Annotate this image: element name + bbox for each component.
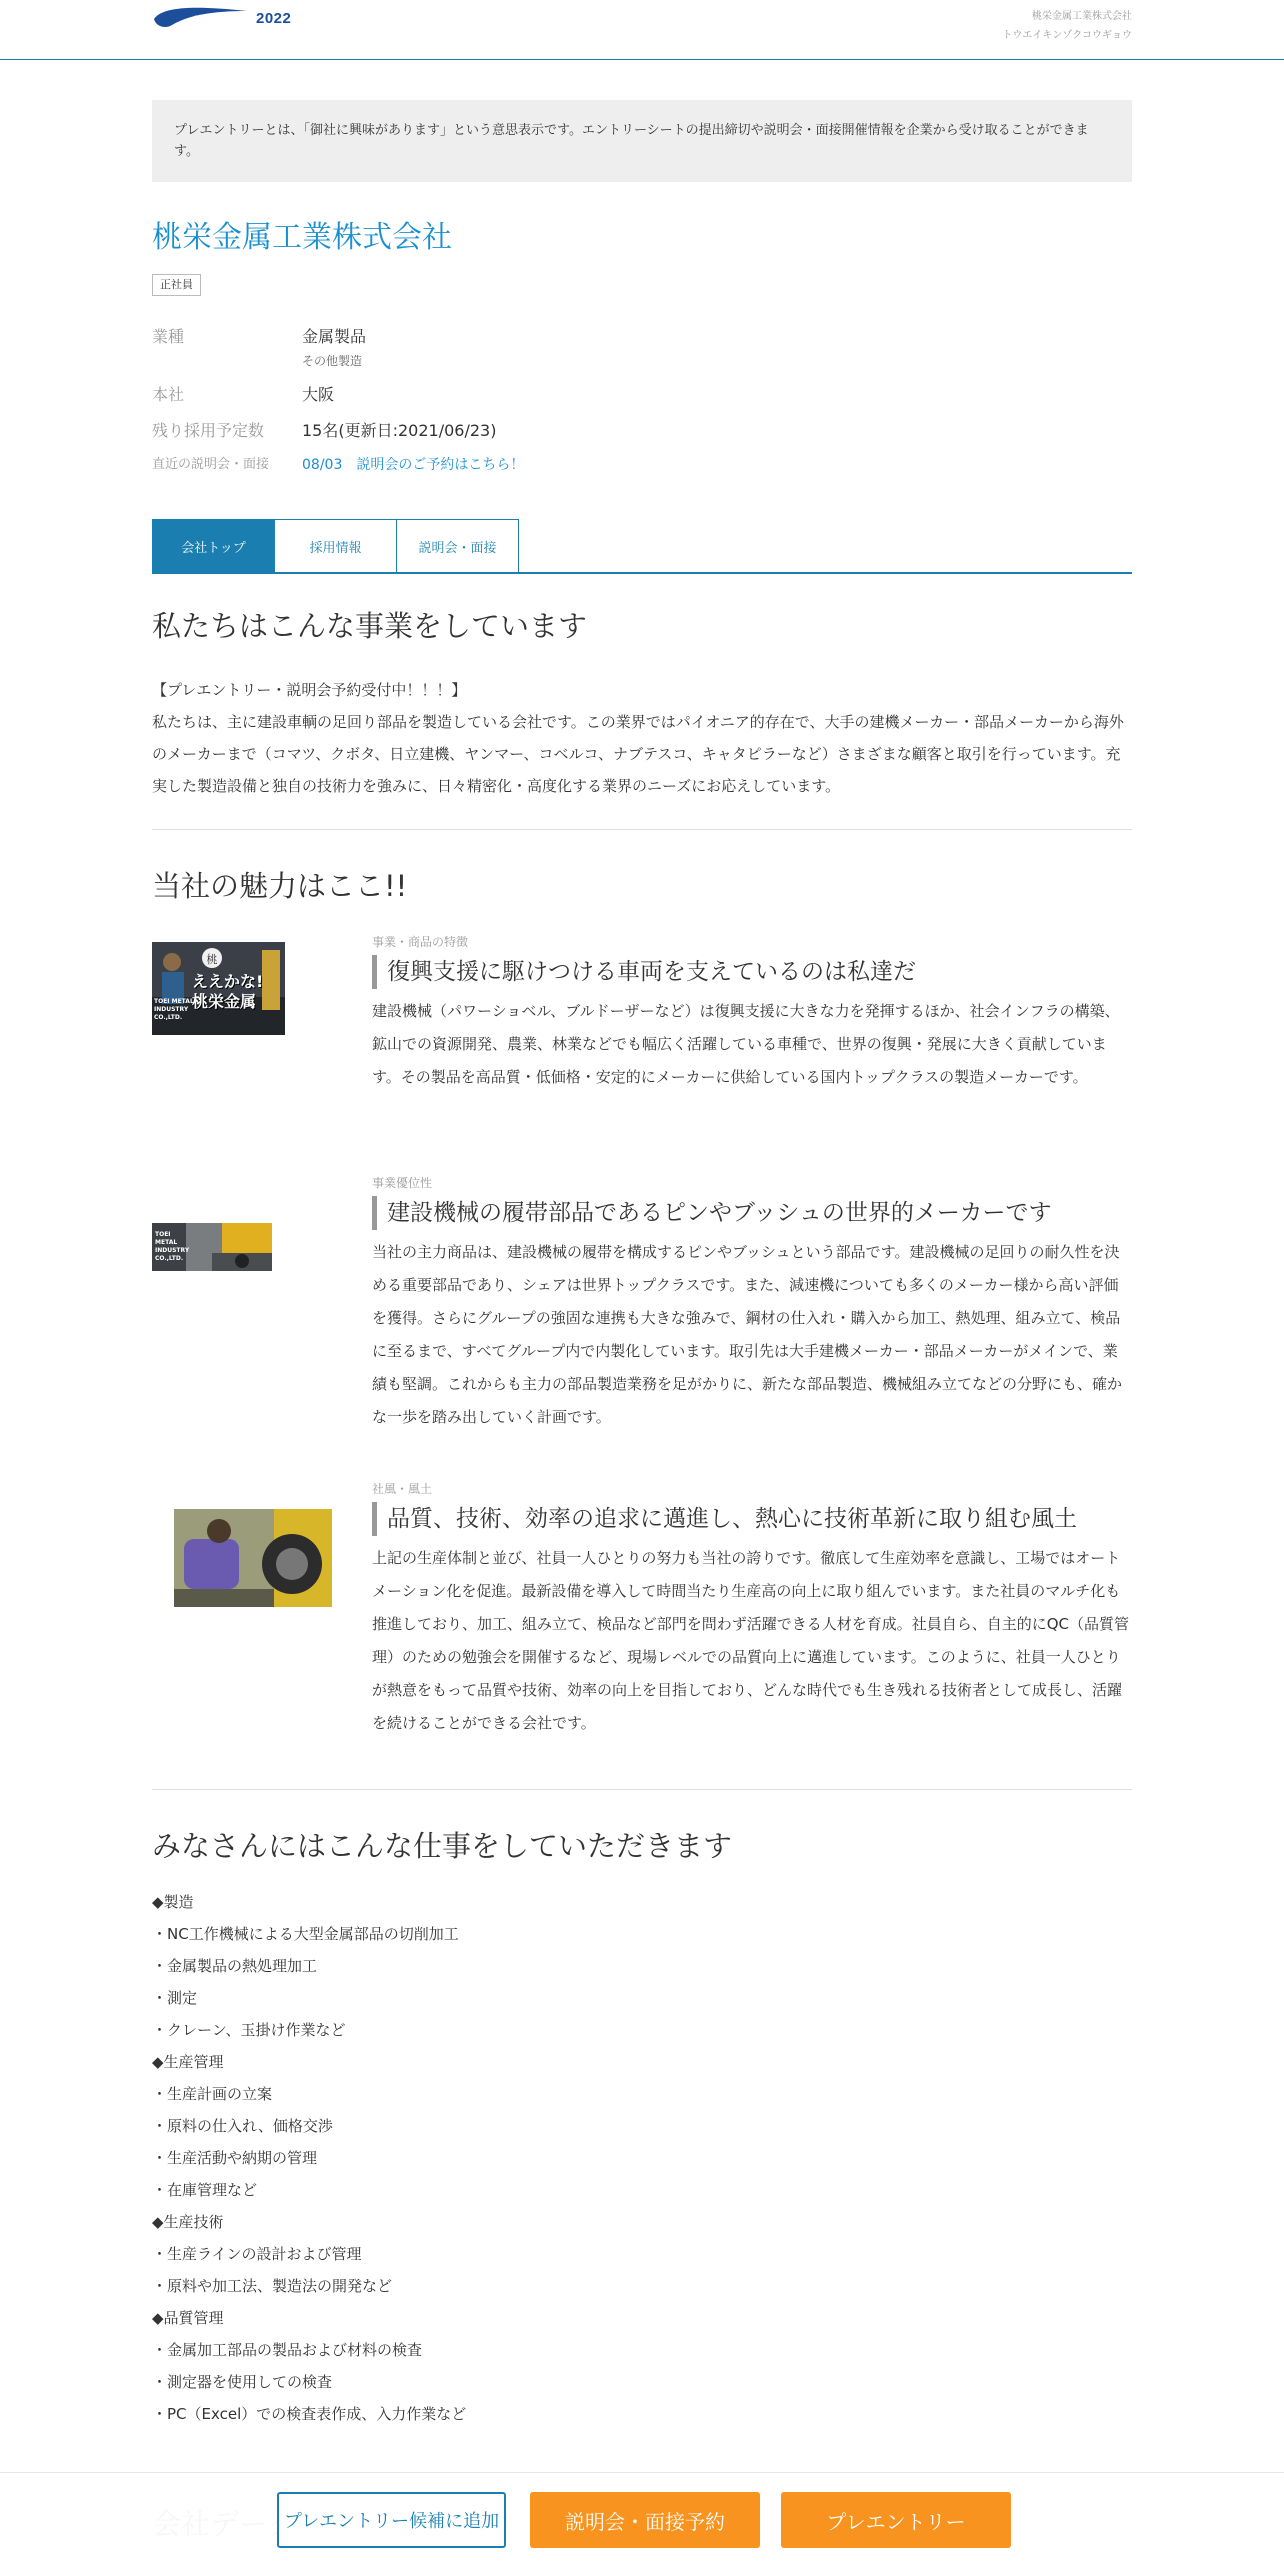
- charm-image-1: [152, 942, 285, 1035]
- charm-title: 品質、技術、効率の追求に邁進し、熱心に技術革新に取り組む風土: [372, 1502, 1132, 1536]
- tab-bar: [152, 519, 1132, 574]
- charm-image-1-sub: TOEI METAL INDUSTRY CO.,LTD.: [154, 998, 194, 1021]
- list-item: ・金属加工部品の製品および材料の検査: [152, 2341, 423, 2359]
- list-item: ・生産ラインの設計および管理: [152, 2245, 362, 2263]
- industry-value: 金属製品: [302, 327, 367, 346]
- seminar-link[interactable]: 08/03 説明会のご予約はこちら！: [302, 457, 525, 473]
- list-item: ・NC工作機械による大型金属部品の切削加工: [152, 1925, 459, 1943]
- charm-category: 事業優位性: [372, 1176, 433, 1190]
- charm-text-3: [372, 1481, 1132, 1740]
- section-divider: [152, 1789, 1132, 1790]
- rikunabi-logo-mark: [152, 5, 252, 31]
- list-item: ・生産計画の立案: [152, 2085, 273, 2103]
- worker-photo-icon: [174, 1509, 332, 1607]
- list-item: ・クレーン、玉掛け作業など: [152, 2021, 346, 2039]
- hiring-value: 15名(更新日:2021/06/23): [302, 421, 497, 440]
- charm-body: 当社の主力商品は、建設機械の履帯を構成するピンやブッシュという部品です。建設機械の足回りの耐久性を決める重要部品であり、シェアは世界トップクラスです。また、減速機についても多くのメーカー様から高い評価を獲得。さらにグループの強固な連携も大きな強みで、鋼材の仕入れ・購入から加工、熱処理、組み立て、検品に至るまで、すべてグループ内で内製化しています。取引先は大手建機メーカー・部品メーカーがメインで、業績も堅調。これからも主力の部品製造業務を足がかりに、新たな部品製造、機械組み立てなどの分野にも、確かな一歩を踏み出していく計画です。: [372, 1243, 1123, 1426]
- charm-image-2: [152, 1223, 272, 1271]
- work-heading: みなさんにはこんな仕事をしていただきます: [152, 1829, 733, 1863]
- list-item: ◆生産技術: [152, 2213, 224, 2231]
- charm-body: 建設機械（パワーショベル、ブルドーザーなど）は復興支援に大きな力を発揮するほか、社会インフラの構築、鉱山での資源開発、農業、林業などでも幅広く活躍している車種で、世界の復興・発展に大きく貢献しています。その製品を高品質・低価格・安定的にメーカーに供給している国内トップクラスの製造メーカーです。: [372, 1002, 1120, 1086]
- header-company-kana: トウエイキンゾクコウギョウ: [1002, 30, 1132, 41]
- seminar-row: [152, 450, 1132, 480]
- svg-text:リクナビ: リクナビ: [192, 13, 244, 28]
- charm-text-2: [372, 1175, 1132, 1434]
- list-item: ◆生産管理: [152, 2053, 224, 2071]
- tab-recruit-info[interactable]: 採用情報: [274, 519, 397, 572]
- charm-image-3: [174, 1509, 332, 1607]
- list-item: ・原料の仕入れ、価格交渉: [152, 2117, 333, 2135]
- list-item: ・在庫管理など: [152, 2181, 258, 2199]
- charm-image-1-caption: ええかな! 桃栄金属: [192, 972, 264, 1011]
- list-item: ◆製造: [152, 1893, 194, 1911]
- work-list: [152, 1886, 1132, 2430]
- list-item: ◆品質管理: [152, 2309, 224, 2327]
- industry-sub: その他製造: [302, 354, 363, 368]
- site-header: [0, 0, 1284, 60]
- charm-category: 社風・風土: [372, 1482, 433, 1496]
- charm-title: 復興支援に駆けつける車両を支えているのは私達だ: [372, 955, 1132, 989]
- hq-label: 本社: [152, 385, 185, 404]
- business-section: [152, 674, 1132, 802]
- preentry-button[interactable]: プレエントリー: [781, 2492, 1011, 2548]
- charm-text-1: [372, 934, 1132, 1094]
- list-item: ・測定: [152, 1989, 198, 2007]
- industry-row: [152, 322, 1132, 370]
- tab-company-top[interactable]: 会社トップ: [152, 519, 275, 572]
- list-item: ・PC（Excel）での検査表作成、入力作業など: [152, 2405, 467, 2423]
- svg-text:桃: 桃: [206, 953, 218, 966]
- list-item: ・測定器を使用しての検査: [152, 2373, 333, 2391]
- hiring-row: [152, 416, 1132, 446]
- charm-image-2-sub: TOEI METAL INDUSTRY CO.,LTD.: [155, 1231, 190, 1262]
- charm-heading: 当社の魅力はここ!!: [152, 869, 408, 903]
- header-company-name: 桃栄金属工業株式会社: [1032, 11, 1132, 22]
- section-divider: [152, 829, 1132, 830]
- business-lead: 【プレエントリー・説明会予約受付中！！！】: [152, 681, 467, 699]
- company-info: [152, 322, 1132, 490]
- list-item: ・金属製品の熱処理加工: [152, 1957, 318, 1975]
- business-heading: 私たちはこんな事業をしています: [152, 609, 588, 643]
- add-preentry-candidate-button[interactable]: プレエントリー候補に追加: [277, 2492, 506, 2548]
- industry-label: 業種: [152, 327, 185, 346]
- list-item: ・原料や加工法、製造法の開発など: [152, 2277, 393, 2295]
- employment-type-badge: 正社員: [152, 274, 201, 296]
- hq-row: [152, 380, 1132, 410]
- hq-value: 大阪: [302, 385, 335, 404]
- tab-seminar[interactable]: 説明会・面接: [396, 519, 519, 572]
- charm-category: 事業・商品の特徴: [372, 935, 469, 949]
- hiring-label: 残り採用予定数: [152, 421, 265, 440]
- rikunabi-logo[interactable]: [152, 4, 291, 32]
- preentry-notice: プレエントリーとは、「御社に興味があります」という意思表示です。エントリーシートの提出締切や説明会・面接開催情報を企業から受け取ることができます。: [152, 100, 1132, 182]
- charm-title: 建設機械の履帯部品であるピンやブッシュの世界的メーカーです: [372, 1196, 1132, 1230]
- company-title: 桃栄金属工業株式会社: [152, 220, 452, 255]
- charm-body: 上記の生産体制と並び、社員一人ひとりの努力も当社の誇りです。徹底して生産効率を意識し、工場ではオートメーション化を促進。最新設備を導入して時間当たり生産高の向上に取り組んでいます。また社員のマルチ化も推進しており、加工、組み立て、検品など部門を問わず活躍できる人材を育成。社員自ら、自主的にQC（品質管理）のための勉強会を開催するなど、現場レベルでの品質向上に邁進しています。このように、社員一人ひとりが熱意をもって品質や技術、効率の向上を目指しており、どんな時代でも生き残れる技術者として成長し、活躍を続けることができる会社です。: [372, 1549, 1129, 1732]
- list-item: ・生産活動や納期の管理: [152, 2149, 318, 2167]
- header-company-info: [1002, 7, 1132, 45]
- seminar-label: 直近の説明会・面接: [152, 457, 270, 472]
- seminar-reserve-button[interactable]: 説明会・面接予約: [530, 2492, 760, 2548]
- logo-year: 2022: [256, 9, 292, 27]
- business-text: 私たちは、主に建設車輌の足回り部品を製造している会社です。この業界ではパイオニア的存在で、大手の建機メーカー・部品メーカーから海外のメーカーまで（コマツ、クボタ、日立建機、ヤンマー、コベルコ、ナブテスコ、キャタピラーなど）さまざまな顧客と取引を行っています。充実した製造設備と独自の技術力を強みに、日々精密化・高度化する業界のニーズにお応えしています。: [152, 713, 1124, 795]
